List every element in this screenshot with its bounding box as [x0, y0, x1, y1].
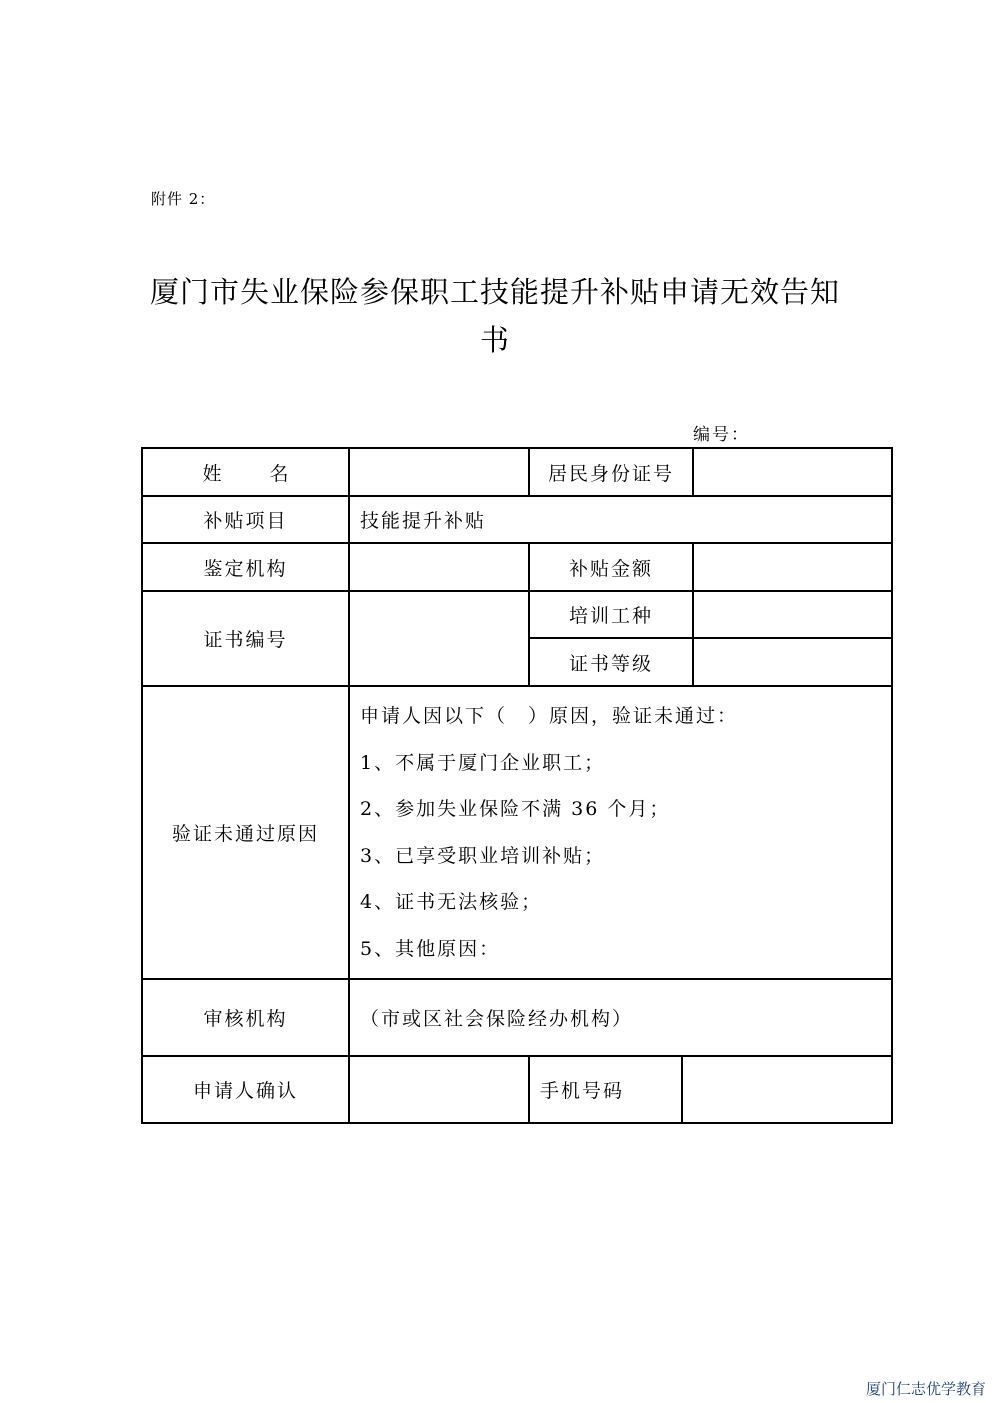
document-title	[140, 268, 850, 364]
subsidy-amount-field[interactable]	[693, 543, 892, 591]
watermark: 厦门仁志优学教育	[865, 1380, 986, 1398]
training-trade-label: 培训工种	[529, 591, 693, 638]
row-reasons	[142, 686, 892, 979]
id-number-label: 居民身份证号	[529, 448, 693, 496]
appraisal-org-field[interactable]	[349, 543, 529, 591]
certificate-level-label: 证书等级	[529, 638, 693, 686]
row-name	[142, 448, 892, 496]
subsidy-amount-label: 补贴金额	[529, 543, 693, 591]
applicant-confirm-field[interactable]	[349, 1056, 529, 1123]
row-trade	[142, 591, 892, 638]
reason-item: 1、不属于厦门企业职工；	[360, 751, 606, 774]
serial-number	[693, 420, 810, 445]
certificate-number-field[interactable]	[349, 591, 529, 686]
subsidy-item-label: 补贴项目	[142, 496, 349, 543]
name-field[interactable]	[349, 448, 529, 496]
phone-number-label: 手机号码	[529, 1056, 682, 1123]
training-trade-field[interactable]	[693, 591, 892, 638]
serial-label: 编号：	[693, 425, 750, 445]
review-org-label: 审核机构	[142, 979, 349, 1056]
reason-item: 2、参加失业保险不满 36 个月；	[360, 798, 671, 820]
certificate-level-field[interactable]	[693, 638, 892, 686]
verification-failed-reason-label: 验证未通过原因	[142, 686, 349, 979]
id-number-field[interactable]	[693, 448, 892, 496]
appraisal-org-label: 鉴定机构	[142, 543, 349, 591]
reason-intro: 申请人因以下（ ）原因，验证未通过：	[360, 705, 739, 727]
reason-item: 4、证书无法核验；	[360, 891, 543, 913]
reason-item: 3、已享受职业培训补贴；	[360, 844, 606, 867]
row-appraisal	[142, 543, 892, 591]
name-label: 姓名	[142, 448, 349, 496]
review-org-value: （市或区社会保险经办机构）	[349, 979, 892, 1056]
title-line-1: 厦门市失业保险参保职工技能提升补贴申请无效告知	[149, 275, 840, 309]
notice-form-table	[141, 447, 893, 1124]
subsidy-item-value: 技能提升补贴	[349, 496, 892, 543]
row-review-org	[142, 979, 892, 1056]
title-line-2: 书	[479, 323, 510, 357]
row-confirm	[142, 1056, 892, 1123]
applicant-confirm-label: 申请人确认	[142, 1056, 349, 1123]
certificate-number-label: 证书编号	[142, 591, 349, 686]
reason-item: 5、其他原因：	[360, 937, 501, 960]
row-subsidy-item	[142, 496, 892, 543]
attachment-label: 附件 2：	[151, 190, 216, 208]
phone-number-field[interactable]	[682, 1056, 892, 1123]
reason-list	[349, 686, 892, 979]
